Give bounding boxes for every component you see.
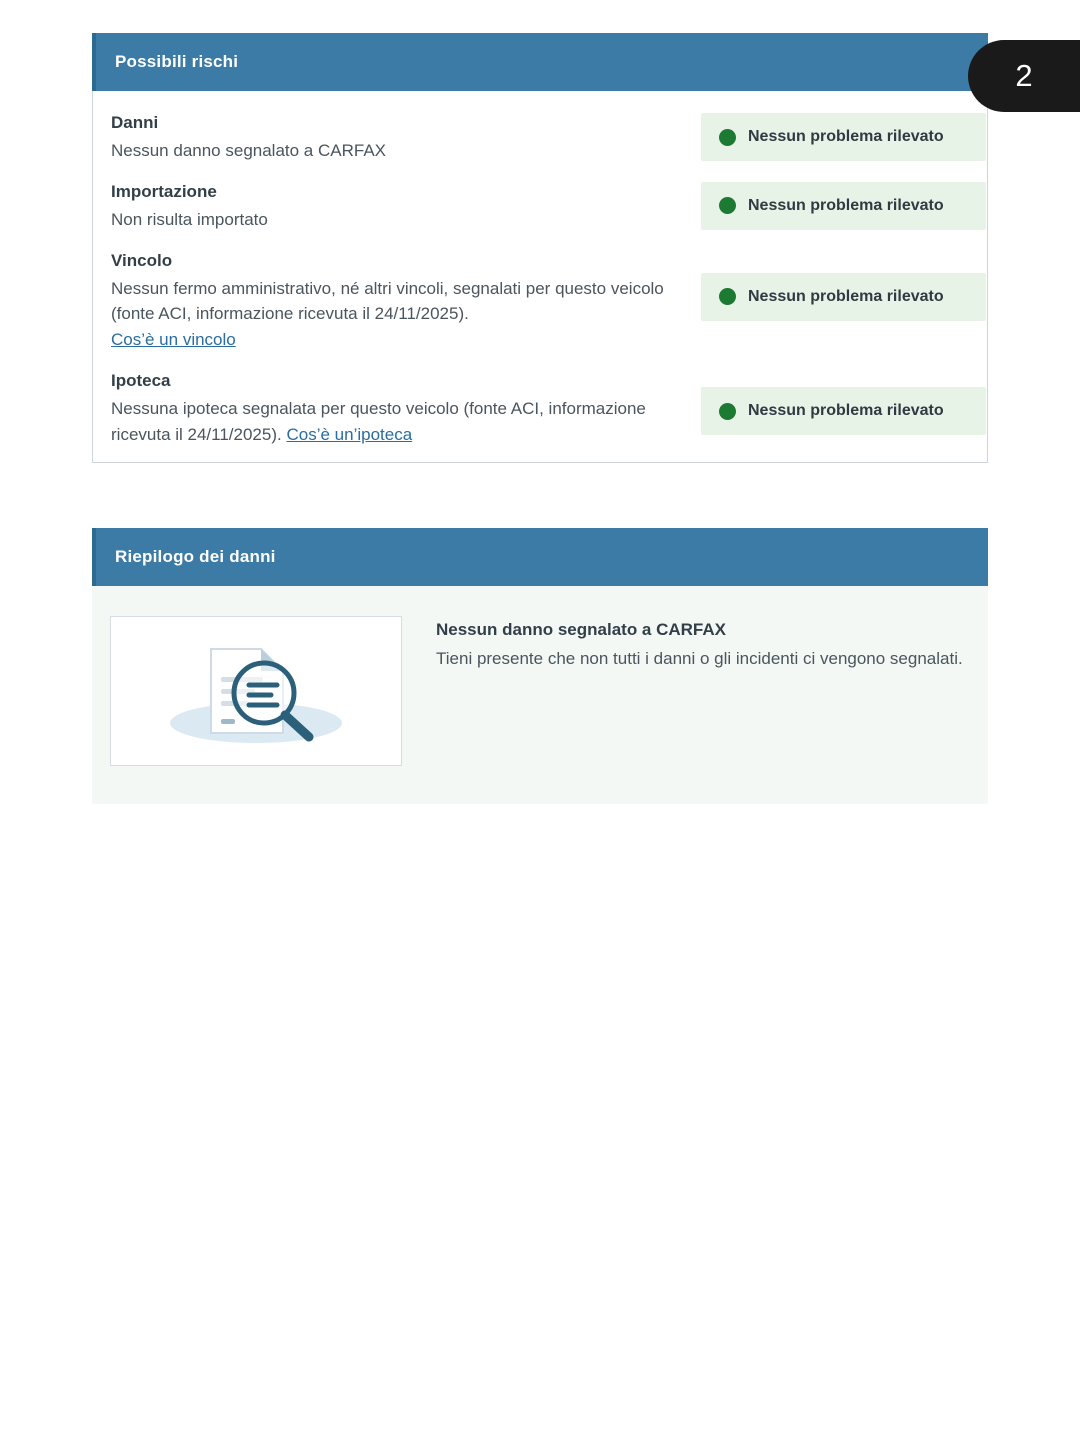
status-badge: [701, 182, 986, 230]
status-dot-icon: [719, 129, 736, 146]
risk-text-block: [111, 182, 701, 233]
risk-description-text: Nessuna ipoteca segnalata per questo veicolo (fonte ACI, informazione ricevuta il 24/11/2025).: [111, 399, 646, 444]
risk-status-wrap: [701, 182, 986, 230]
damage-summary-card: [92, 528, 988, 804]
possible-risks-card: [92, 33, 988, 463]
risk-row: [93, 95, 987, 164]
status-badge-label: Nessun problema rilevato: [748, 196, 944, 214]
risk-description: [111, 276, 691, 353]
risk-row: [93, 233, 987, 353]
page-number-label: 2: [1015, 58, 1033, 93]
status-dot-icon: [719, 403, 736, 420]
risk-text-block: [111, 113, 701, 164]
possible-risks-header: Possibili rischi: [92, 33, 988, 91]
status-badge: [701, 387, 986, 435]
what-is-ipoteca-link[interactable]: Cos’è un’ipoteca: [286, 424, 413, 444]
status-badge-label: Nessun problema rilevato: [748, 128, 944, 145]
risk-row: [93, 353, 987, 448]
risk-text-block: [111, 251, 701, 353]
document-magnifier-icon: [141, 631, 371, 751]
status-badge: [701, 113, 986, 161]
damage-summary-body: [92, 586, 988, 804]
risk-status-wrap: [701, 113, 986, 161]
risk-title: Danni: [111, 113, 159, 132]
risk-description-text: Non risulta importato: [111, 209, 268, 229]
risk-description: [111, 207, 691, 233]
damage-summary-title: Nessun danno segnalato a CARFAX: [436, 620, 726, 639]
risk-status-wrap: [701, 273, 986, 321]
risk-row: [93, 164, 987, 233]
status-badge-label: Nessun problema rilevato: [748, 402, 944, 420]
risk-text-block: [111, 371, 701, 448]
risk-description: [111, 138, 691, 164]
possible-risks-body: [92, 91, 988, 463]
risk-status-wrap: [701, 387, 986, 435]
status-badge-label: Nessun problema rilevato: [748, 287, 944, 305]
damage-illustration-thumbnail: [110, 616, 402, 766]
risk-title: Importazione: [111, 181, 217, 201]
status-dot-icon: [719, 288, 736, 305]
what-is-vincolo-link[interactable]: Cos’è un vincolo: [111, 330, 236, 350]
risk-description-text: Nessun fermo amministrativo, né altri vincoli, segnalati per questo veicolo (fonte ACI, informazione ricevuta il 24/11/2025).: [111, 278, 664, 324]
risk-description: [111, 396, 691, 448]
risk-title: Vincolo: [111, 250, 173, 270]
status-dot-icon: [719, 197, 736, 214]
risk-title: Ipoteca: [111, 371, 171, 391]
damage-summary-text-block: [436, 616, 963, 766]
risk-description-text: Nessun danno segnalato a CARFAX: [111, 141, 387, 160]
damage-summary-header: Riepilogo dei danni: [92, 528, 988, 586]
page-number-badge: [968, 40, 1080, 112]
status-badge: [701, 273, 986, 321]
damage-summary-description: Tieni presente che non tutti i danni o gli incidenti ci vengono segnalati.: [436, 649, 963, 668]
